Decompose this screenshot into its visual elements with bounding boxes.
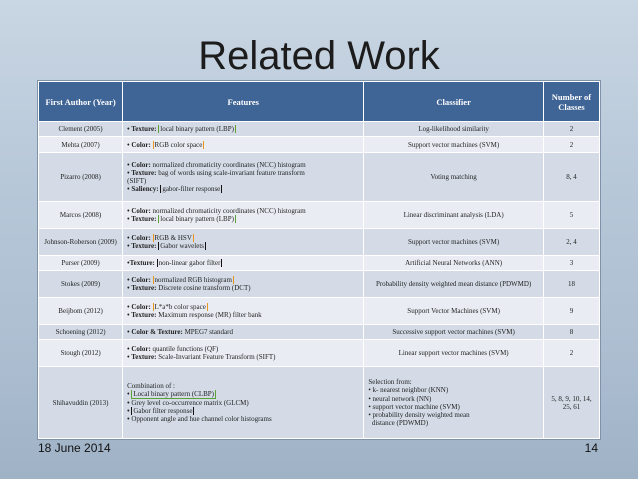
cell-author: Schoening (2012) [39,324,123,339]
feature-prefix: • Texture: [127,125,159,134]
feature-prefix: • [127,406,132,415]
feature-text: normalized chromaticity coordinates (NCC) histogram [152,207,306,216]
cell-classes: 2 [543,340,599,367]
feature-line [127,399,359,407]
feature-prefix: • Color: [127,276,153,285]
feature-prefix: •Texture: [127,259,157,268]
cell-features [123,152,364,201]
cell-classes: 8 [543,324,599,339]
cell-classifier: Support vector machines (SVM) [364,229,544,256]
feature-line [127,215,359,223]
feature-prefix: • Color: [127,233,153,242]
feature-line [127,125,359,133]
cell-author: Johnson-Roberson (2009) [39,229,123,256]
cell-author: Pizarro (2008) [39,152,123,201]
feature-text: Grey level co-occurrence matrix (GLCM) [131,398,249,407]
classifier-line: distance (PDWMD) [368,418,429,427]
feature-text: local binary pattern (LBP) [160,215,234,224]
feature-prefix: • Color: [127,207,153,216]
table-row [39,152,600,201]
feature-text: quantile functions (QF) [152,345,219,354]
cell-classes: 8, 4 [543,152,599,201]
cell-classes: 5 [543,202,599,229]
feature-text: (SIFT) [127,177,147,186]
cell-classifier: Support vector machines (SVM) [364,137,544,152]
table-row [39,271,600,298]
feature-line [127,185,359,193]
feature-text: normalized chromaticity coordinates (NCC) histogram [152,161,306,170]
feature-line [127,353,359,361]
feature-text: gabor-filter response [162,185,221,194]
cell-classes: 2, 4 [543,229,599,256]
feature-prefix: • Color: [127,161,153,170]
cell-author: Beijbom (2012) [39,298,123,325]
feature-prefix: • Texture: [127,284,159,293]
feature-prefix: • Color: [127,345,153,354]
slide-date: 18 June 2014 [38,441,111,455]
cell-classes: 2 [543,137,599,152]
cell-author: Purser (2009) [39,255,123,270]
classifier-line: • k- nearest neighbor (KNN) [368,386,449,395]
table-row [39,122,600,137]
feature-text: Gabor wavelets [160,241,204,250]
cell-features [123,202,364,229]
table-row [39,298,600,325]
feature-text: non-linear gabor filter [158,259,221,268]
cell-features [123,367,364,439]
cell-classifier: Successive support vector machines (SVM) [364,324,544,339]
feature-line [127,177,359,185]
header-features: Features [123,82,364,122]
cell-classifier: Probability density weighted mean distance (PDWMD) [364,271,544,298]
feature-text: Combination of : [127,382,175,391]
feature-text: Maximum response (MR) filter bank [158,310,262,319]
feature-prefix: • Texture: [127,353,159,362]
feature-prefix: • Saliency: [127,185,161,194]
feature-text: RGB & HSV [154,233,192,242]
feature-text: local binary pattern (LBP) [160,125,234,134]
cell-classes: 3 [543,255,599,270]
feature-prefix: • [127,398,132,407]
feature-line [127,407,359,415]
feature-line [127,169,359,177]
feature-prefix: • Texture: [127,215,159,224]
cell-classifier: Voting matching [364,152,544,201]
cell-features [123,229,364,256]
feature-line [127,242,359,250]
classifier-line: • neural network (NN) [368,394,432,403]
cell-author: Marcos (2008) [39,202,123,229]
feature-prefix: • Color & Texture: [127,328,185,337]
table-row [39,137,600,152]
feature-line [127,141,359,149]
table-body [39,122,600,439]
cell-classifier: Linear support vector machines (SVM) [364,340,544,367]
page-number: 14 [584,441,598,455]
classifier-line: • support vector machine (SVM) [368,402,460,411]
feature-line [127,303,359,311]
feature-line [127,345,359,353]
related-work-table [37,80,601,440]
feature-line [127,161,359,169]
feature-text: Discrete cosine transform (DCT) [158,284,251,293]
table-row [39,324,600,339]
cell-classes: 2 [543,122,599,137]
cell-features [123,324,364,339]
cell-classifier: Support Vector Machines (SVM) [364,298,544,325]
cell-classes: 5, 8, 9, 10, 14, 25, 61 [543,367,599,439]
feature-line [127,415,359,423]
feature-prefix: • Texture: [127,310,159,319]
cell-features [123,298,364,325]
table-row [39,340,600,367]
feature-line [127,276,359,284]
classifier-line: • probability density weighted mean [368,410,470,419]
cell-features [123,137,364,152]
classifier-line: Selection from: [368,378,412,387]
feature-text: MPEG7 standard [184,328,233,337]
feature-text: Scale-Invariant Feature Transform (SIFT) [158,353,276,362]
header-classes: Number of Classes [543,82,599,122]
feature-prefix: • [127,390,132,399]
feature-text: Opponent angle and hue channel color histograms [131,414,272,423]
cell-classifier: Linear discriminant analysis (LDA) [364,202,544,229]
cell-classes: 18 [543,271,599,298]
feature-text: Local binary pattern (CLBP) [133,390,215,399]
feature-prefix: • Color: [127,140,153,149]
feature-text: normalized RGB histogram [154,276,232,285]
feature-line [127,382,359,390]
table-row [39,229,600,256]
cell-classifier: Log-likelihood similarity [364,122,544,137]
feature-prefix: • Color: [127,302,153,311]
feature-line [127,207,359,215]
cell-features [123,340,364,367]
table-row [39,367,600,439]
cell-features [123,255,364,270]
slide-title: Related Work [198,34,440,78]
cell-classifier [364,367,544,439]
feature-line [127,328,359,336]
feature-line [127,311,359,319]
table-header-row [39,82,600,122]
cell-features [123,271,364,298]
cell-classifier: Artificial Neural Networks (ANN) [364,255,544,270]
feature-line [127,259,359,267]
table-row [39,202,600,229]
feature-prefix: • Texture: [127,169,159,178]
feature-line [127,284,359,292]
table-row [39,255,600,270]
cell-author: Clement (2005) [39,122,123,137]
cell-author: Stokes (2009) [39,271,123,298]
cell-features [123,122,364,137]
header-author: First Author (Year) [39,82,123,122]
feature-line [127,234,359,242]
feature-line [127,390,359,398]
feature-text: Gabor filter response [133,406,193,415]
feature-prefix: • [127,414,132,423]
feature-text: bag of words using scale-invariant feature transform [158,169,305,178]
cell-author: Mehta (2007) [39,137,123,152]
cell-author: Stough (2012) [39,340,123,367]
header-classifier: Classifier [364,82,544,122]
feature-text: L*a*b color space [154,302,206,311]
feature-prefix: • Texture: [127,241,159,250]
cell-author: Shihavuddin (2013) [39,367,123,439]
feature-text: RGB color space [154,140,203,149]
cell-classes: 9 [543,298,599,325]
